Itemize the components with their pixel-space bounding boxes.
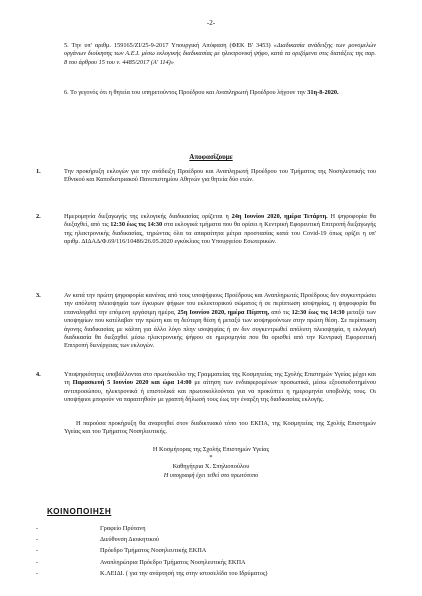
paragraph-5-prefix: 5. Την υπ' αριθμ. 159165/ΖΙ/25-9-2017 Υπουργική Απόφαση (ΦΕΚ Β' 3453) <box>64 42 271 49</box>
paragraph-6-date: 31η-8-2020. <box>307 89 339 96</box>
signatory-title: Η Κοσμήτορας της Σχολής Επιστημών Υγείας <box>152 446 270 453</box>
cc-item-text: Αναπληρώτρια Πρόεδρο Τμήματος Νοσηλευτικής ΕΚΠΑ <box>100 558 246 566</box>
item-text: Την προκήρυξη εκλογών για την ανάδειξη Προέδρου και Αναπληρωτή Προέδρου του Τμήματος της Νοσηλευτικής του Εθνικού και Καποδιστριακού Πανεπιστημίου Αθηνών για θητεία δύο ετών. <box>64 168 376 184</box>
item-text-part: μεταξύ των υποψηφίων που κατέλαβαν την πρώτη και τη δεύτερη θέση ή μεταξύ των ισοψηφούντων στην πρώτη θέση. Σε περίπτωση άγονης διαδικασίας με κάλπη για άλλο λόγο πλην ισοψηφίας ή αν δεν συγκεντρωθεί απόλυτη πλειοψηφία, η εκλογική διαδικασία θα διεξαχθεί μέσω ηλεκτρονικής ψήφου σε ημερομηνία που θα ορισθεί από την Κεντρική Εφορευτική Επιτροπή διενέργειας των εκλογών. <box>64 308 376 350</box>
runoff-date: 25η Ιουνίου 2020, ημέρα Πέμπτη, <box>177 308 270 316</box>
cc-item <box>36 557 396 568</box>
cc-item <box>36 523 396 534</box>
cc-item <box>36 568 396 579</box>
item-number: 2. <box>36 213 41 220</box>
item-text <box>64 292 376 351</box>
signatory-name: Καθηγήτρια Χ. Σπηλιοπούλου <box>172 463 250 470</box>
item-text-part: Η ψηφοφορία θα διεξαχθεί, από τις <box>64 213 376 229</box>
item-text-part: Αν κατά την πρώτη ψηφοφορία κανένας από τους υποψήφιους Προέδρους και Αναπληρωτές Προέδρους δεν συγκεντρώσει την απόλυτη πλειοψηφία των έγκυρων ψήφων του εκλεκτορικού σώματος ή σε περίπτωση ισοψηφίας, η ψηφοφορία θα επαναληφθεί την επόμενη εργάσιμη ημέρα, <box>64 292 376 316</box>
item-text-part: Ημερομηνία διεξαγωγής της εκλογικής διαδικασίας ορίζεται η <box>64 213 232 220</box>
cc-item <box>36 534 396 545</box>
item-text-part: από τις <box>269 308 292 316</box>
cc-item <box>36 545 396 556</box>
cc-dash: - <box>36 536 39 544</box>
cc-item-text: Γραφείο Πρύτανη <box>100 525 146 532</box>
vote-date: 24η Ιουνίου 2020, ημέρα Τετάρτη. <box>231 213 328 220</box>
paragraph-5 <box>64 42 376 67</box>
runoff-time: 12:30 έως τις 14:30 <box>291 308 345 316</box>
paragraph-6 <box>64 89 376 97</box>
item-number: 3. <box>36 292 41 299</box>
page-number: -2- <box>206 19 216 27</box>
cc-item-text: Διεύθυνση Διοικητικού <box>100 536 159 544</box>
cc-item-text: Κ.ΛΕΙΔΙ. ( για την ανάρτησή της στην ιστοσελίδα του Ιδρύματος) <box>100 569 268 577</box>
paragraph-6-text: 6. Το γεγονός ότι η θητεία του υπηρετούντος Προέδρου και Αναπληρωτή Προέδρου λήγουν την <box>64 89 308 96</box>
paragraph-5-title: «Διαδικασία ανάδειξης των μονομελών οργάνων διοίκησης των Α.Ε.Ι. μέσω εκλογικής διαδικασίας με ηλεκτρονική ψήφο, κατά τα οριζόμενα στις διατάξεις της παρ. 8 του άρθρου 15 του ν. 4485/2017 (Α' 114)» <box>64 42 377 66</box>
cc-dash: - <box>36 547 39 555</box>
item-text-part: Υποψηφιότητες υποβάλλονται στο πρωτόκολλο της Γραμματείας της Κοσμητείας της Σχολής Επιστημών Υγείας μέχρι και τη <box>64 371 376 387</box>
item-text-part: στα εκλογικά τμήματα που θα ορίσει η Κεντρική Εφορευτική Επιτροπή διεξαγωγής της ηλεκτρονικής διαδικασίας, τηρώντας όλα τα απαραίτητα μέτρα προστασίας κατά του Covid-19 όπως ορίζει η υπ' αριθμ. ΔΙΔΑΔ/Φ.69/116/10486/26.05.2020 εγκύκλιος του Υπουργείου Εσωτερικών. <box>64 221 376 246</box>
cc-dash: - <box>36 569 39 577</box>
item-text-part: με αίτηση των ενδιαφερομένων προσωπικά, μέσω εξουσιοδοτημένου αντιπροσώπου, ηλεκτρονικά ή επιστολικά και πρωτοκολλούνται για να προκύπτει η ημερομηνία υποβολής τους. Οι υποψήφιοι μπορούν να παραιτηθούν με γραπτή δήλωσή τους έως την έναρξη της διαδικασίας εκλογής. <box>64 379 376 404</box>
closing-paragraph: Η παρούσα προκήρυξη θα αναρτηθεί στον διαδικτυακό τόπο του ΕΚΠΑ, της Κοσμητείας της Σχολής Επιστημών Υγείας και του Τμήματος Νοσηλευτικής. <box>64 420 376 436</box>
item-number: 4. <box>36 371 41 378</box>
item-text <box>64 371 376 405</box>
cc-dash: - <box>36 558 39 566</box>
signature-star: * <box>209 454 213 461</box>
cc-title: ΚΟΙΝΟΠΟΙΗΣΗ <box>47 507 112 516</box>
candidacy-deadline: Παρασκευή 5 Ιουνίου 2020 και ώρα 14:00 <box>72 379 192 387</box>
decision-heading: Αποφασίζουμε <box>189 153 233 161</box>
item-text <box>64 213 376 247</box>
vote-time: 12:30 έως τις 14:30 <box>110 221 163 229</box>
cc-list <box>36 523 396 579</box>
cc-dash: - <box>36 525 39 532</box>
cc-item-text: Πρόεδρο Τμήματος Νοσηλευτικής ΕΚΠΑ <box>100 547 207 555</box>
signature-note: Η υπογραφή έχει τεθεί στο πρωτότυπο <box>163 472 259 479</box>
item-number: 1. <box>36 168 41 175</box>
